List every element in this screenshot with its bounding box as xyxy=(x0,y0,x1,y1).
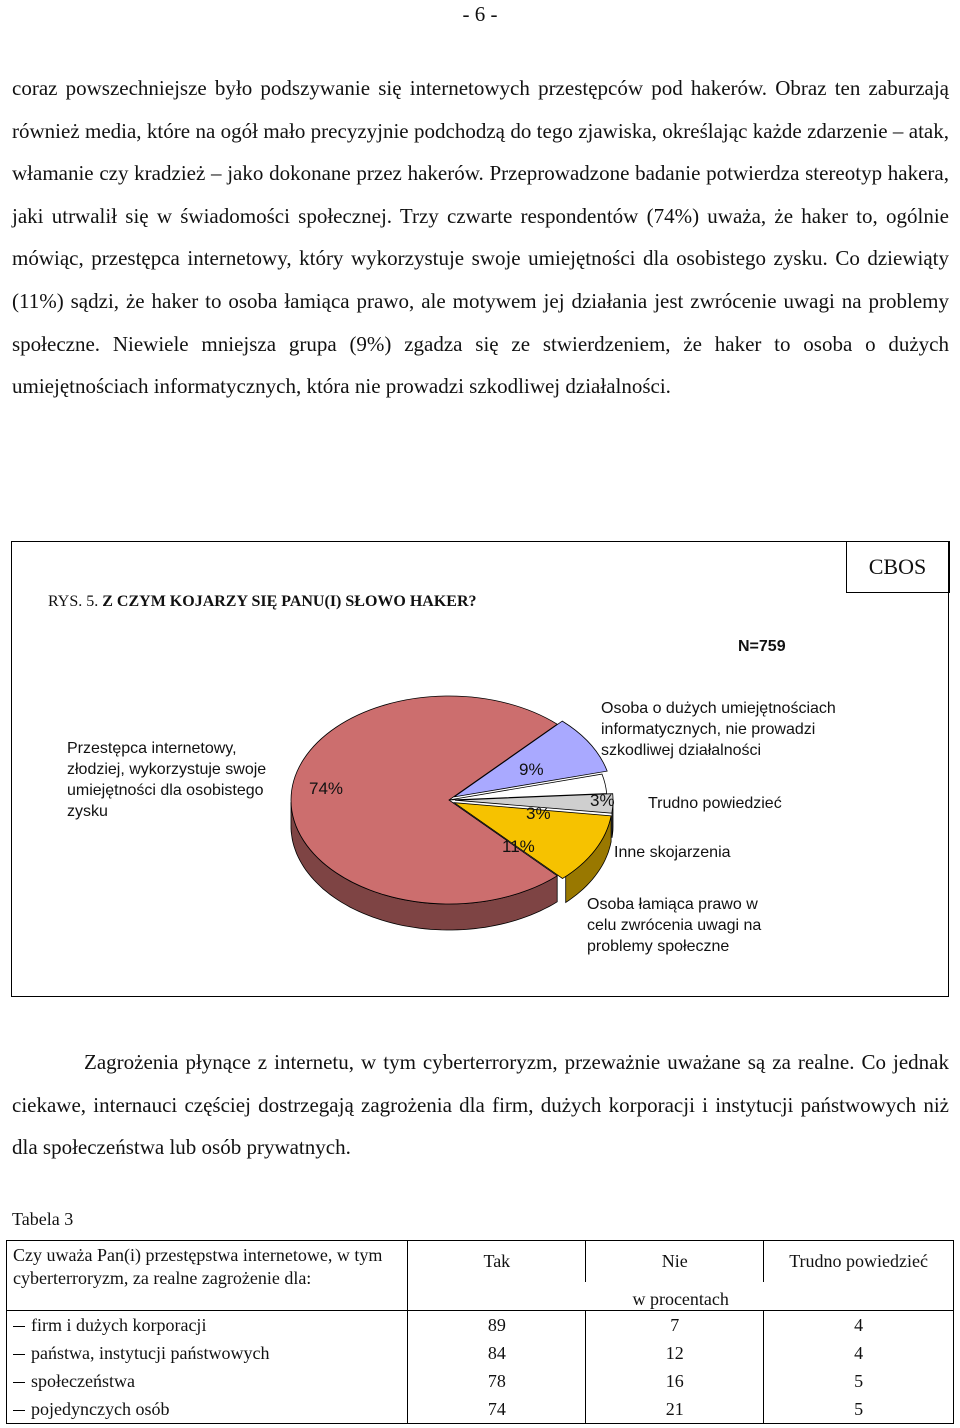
cell-yes: 74 xyxy=(408,1395,586,1424)
cell-no: 7 xyxy=(586,1311,764,1340)
paragraph-intro: coraz powszechniejsze było podszywanie się internetowych przestępców pod hakerów. Obraz ten zaburzają również media, które na ogół mało precyzyjnie podchodzą do tego zjawiska, określając każde zdarzenie – atak, włamanie czy kradzież – jako dokonane przez hakerów. Przeprowadzone badanie potwierdza stereotyp hakera, jaki utrwalił się w świadomości społecznej. Trzy czwarte respondentów (74%) uważa, że haker to, ogólnie mówiąc, przestępca internetowy, który wykorzystuje swoje umiejętności dla osobistego zysku. Co dziewiąty (11%) sądzi, że haker to osoba łamiąca prawo, ale motywem jej działania jest zwrócenie uwagi na problemy społeczne. Niewiele mniejsza grupa (9%) zgadza się ze stwierdzeniem, że haker to osoba o dużych umiejętnościach informatycznych, która nie prowadzi szkodliwej działalności. xyxy=(12,76,949,399)
figure-label: RYS. 5. xyxy=(48,593,99,610)
row-label: firm i dużych korporacji xyxy=(7,1311,408,1340)
cell-yes: 89 xyxy=(408,1311,586,1340)
legend-label-hard-to-say: Trudno powiedzieć xyxy=(648,795,782,812)
results-table xyxy=(6,1240,954,1424)
cell-no: 12 xyxy=(586,1339,764,1367)
page-number: - 6 - xyxy=(462,2,498,26)
value-label-skilled: 9% xyxy=(519,760,544,779)
cell-no: 16 xyxy=(586,1367,764,1395)
legend-label-criminal: Przestępca internetowy, złodziej, wykorzystuje swoje umiejętności dla osobistego zysku xyxy=(67,740,267,820)
paragraph-threats xyxy=(12,1041,949,1169)
row-label: społeczeństwa xyxy=(7,1367,408,1395)
sample-size: N=759 xyxy=(738,638,786,655)
column-header-no: Nie xyxy=(586,1241,764,1283)
table-caption: Tabela 3 xyxy=(12,1209,74,1229)
value-label-other: 3% xyxy=(526,804,551,823)
cell-yes: 84 xyxy=(408,1339,586,1367)
value-label-activist: 11% xyxy=(502,837,535,856)
cell-hard-to-say: 4 xyxy=(764,1311,954,1340)
paragraph-threats-text: Zagrożenia płynące z internetu, w tym cyberterroryzm, przeważnie uważane są za realne. Co jednak ciekawe, internauci częściej dostrzegają zagrożenia dla firm, dużych korporacji i instytucji państwowych niż dla społeczeństwa lub osób prywatnych. xyxy=(12,1050,949,1160)
value-label-criminal: 74% xyxy=(309,779,344,798)
table-row xyxy=(7,1339,954,1367)
cell-hard-to-say: 5 xyxy=(764,1367,954,1395)
source-label: CBOS xyxy=(846,541,950,593)
figure-box xyxy=(11,541,949,997)
legend-label-skilled: Osoba o dużych umiejętnościach informatycznych, nie prowadzi szkodliwej działalności xyxy=(601,700,836,759)
row-label: pojedynczych osób xyxy=(7,1395,408,1424)
table-unit: w procentach xyxy=(408,1282,954,1311)
table-row xyxy=(7,1395,954,1424)
row-label: państwa, instytucji państwowych xyxy=(7,1339,408,1367)
cell-hard-to-say: 5 xyxy=(764,1395,954,1424)
figure-question: Z CZYM KOJARZY SIĘ PANU(I) SŁOWO HAKER? xyxy=(102,593,477,610)
table-row xyxy=(7,1367,954,1395)
cell-hard-to-say: 4 xyxy=(764,1339,954,1367)
legend-label-other: Inne skojarzenia xyxy=(614,844,731,861)
cell-yes: 78 xyxy=(408,1367,586,1395)
value-label-hard-to-say: 3% xyxy=(590,791,615,810)
cell-no: 21 xyxy=(586,1395,764,1424)
table-row xyxy=(7,1311,954,1340)
table-question: Czy uważa Pan(i) przestępstwa internetowe, w tym cyberterroryzm, za realne zagrożenie dla: xyxy=(7,1241,408,1311)
legend-label-activist: Osoba łamiąca prawo w celu zwrócenia uwagi na problemy społeczne xyxy=(587,896,762,955)
column-header-yes: Tak xyxy=(408,1241,586,1283)
column-header-hard-to-say: Trudno powiedzieć xyxy=(764,1241,954,1283)
